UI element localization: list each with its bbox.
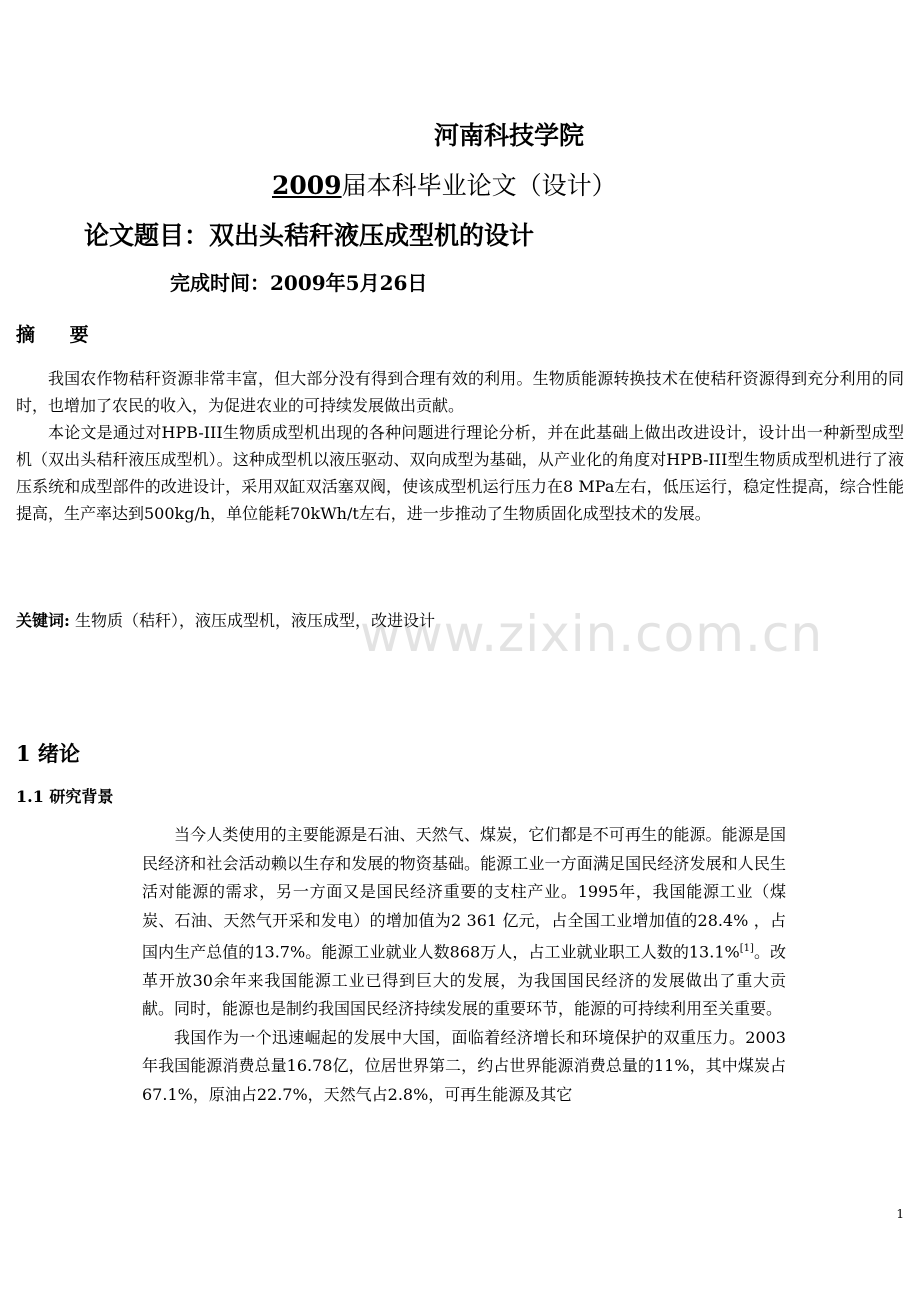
keywords-line [16,608,435,631]
para1-text-b: 。改革开放30余年来我国能源工业已得到巨大的发展，为我国国民经济的发展做出了重大贡献。同时，能源也是制约我国国民经济持续发展的重要环节，能源的可持续利用至关重要。 [142,942,786,1019]
keywords: 生物质（秸秆），液压成型机，液压成型，改进设计 [69,611,436,630]
abstract-body [16,365,904,527]
citation-ref: [1] [739,943,754,954]
abstract-heading: 摘 要 [16,324,103,346]
thesis-year-line [272,166,617,202]
abstract-paragraph: 本论文是通过对HPB-III生物质成型机出现的各种问题进行理论分析，并在此基础上做出改进设计，设计出一种新型成型机（双出头秸秆液压成型机）。这种成型机以液压驱动、双向成型为基础，从产业化的角度对HPB-III型生物质成型机进行了液压系统和成型部件的改进设计，采用双缸双活塞双阀，使该成型机运行压力在8 MPa左右，低压运行，稳定性提高，综合性能提高，生产率达到500kg/h，单位能耗70kWh/t左右，进一步推动了生物质固化成型技术的发展。 [16,423,904,523]
watermark: www.zixin.com.cn [360,605,824,663]
completion-date: 完成时间：2009年5月26日 [170,271,428,295]
subtitle-rest: 届本科毕业论文（设计） [341,171,617,200]
para1-text-a: 当今人类使用的主要能源是石油、天然气、煤炭，它们都是不可再生的能源。能源是国民经济和社会活动赖以生存和发展的物资基础。能源工业一方面满足国民经济发展和人民生活对能源的需求，另一方面又是国民经济重要的支柱产业。1995年，我国能源工业（煤炭、石油、天然气开采和发电）的增加值为2 361 亿元，占全国工业增加值的28.4% ，占国内生产总值的13.7%。能源工业就业人数868万人，占工业就业职工人数的13.1% [142,825,786,962]
thesis-title: 论文题目：双出头秸秆液压成型机的设计 [84,221,535,250]
section-heading: 1.1 研究背景 [16,787,114,806]
body-paragraph [142,821,786,1024]
chapter-heading: 1 绪论 [16,741,80,766]
keywords-label: 关键词: [16,611,70,630]
body-paragraph: 我国作为一个迅速崛起的发展中大国，面临着经济增长和环境保护的双重压力。2003年我国能源消费总量16.78亿，位居世界第二，约占世界能源消费总量的11%，其中煤炭占67.1%，原油占22.7%，天然气占2.8%，可再生能源及其它 [142,1027,786,1104]
abstract-paragraph: 我国农作物秸秆资源非常丰富，但大部分没有得到合理有效的利用。生物质能源转换技术在使秸秆资源得到充分利用的同时，也增加了农民的收入，为促进农业的可持续发展做出贡献。 [16,369,904,415]
page-number: 1 [896,1207,904,1221]
section-body [142,821,786,1109]
year: 2009 [272,171,342,200]
university-name: 河南科技学院 [434,121,585,150]
